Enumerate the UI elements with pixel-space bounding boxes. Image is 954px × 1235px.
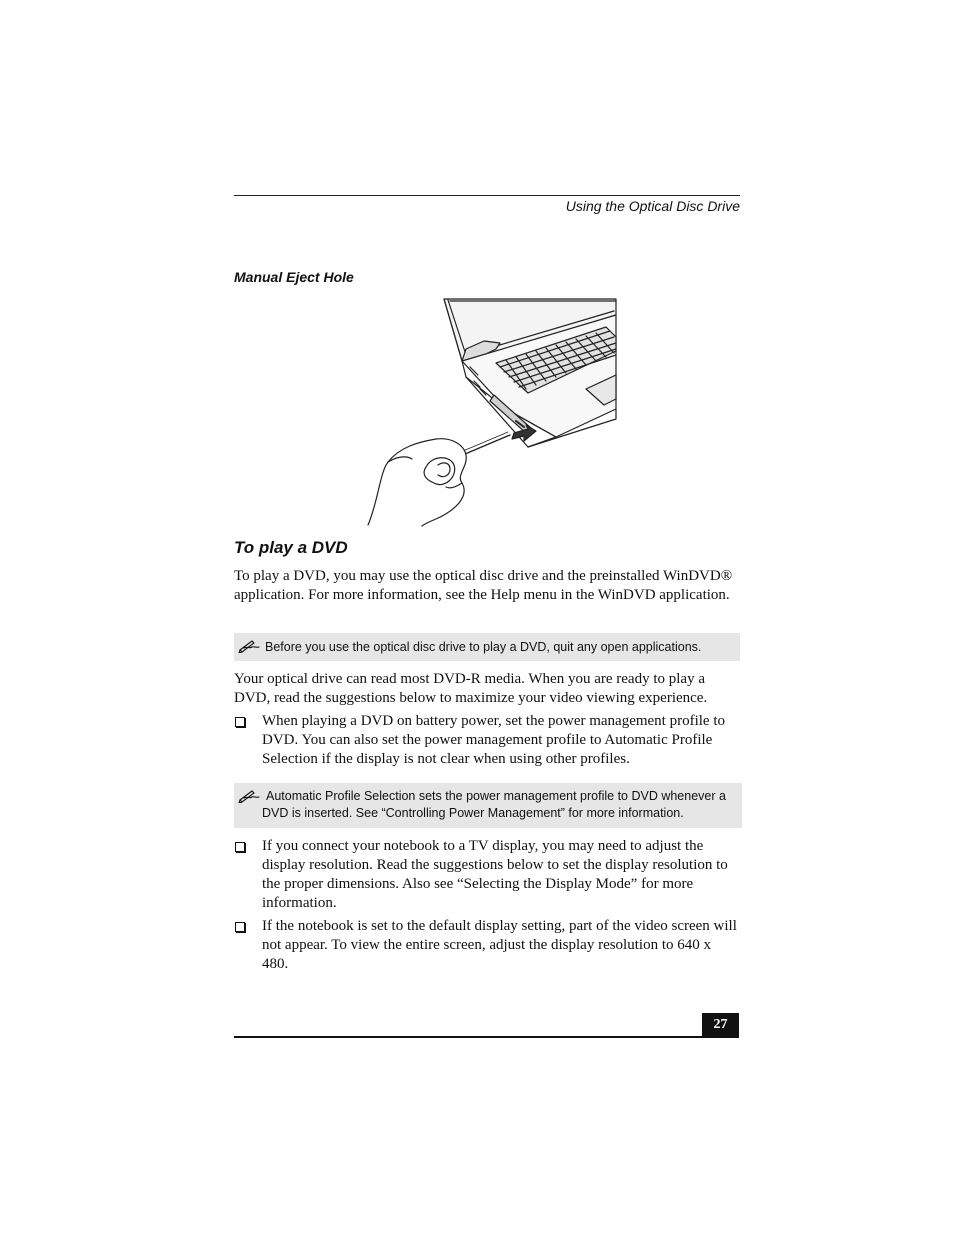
note-pencil-icon	[238, 637, 260, 653]
header-rule	[234, 195, 740, 196]
running-header: Using the Optical Disc Drive	[565, 198, 740, 214]
note-box	[234, 633, 740, 661]
checkbox-bullet-icon	[235, 922, 245, 932]
checkbox-bullet-icon	[235, 717, 245, 727]
note-text: Before you use the optical disc drive to play a DVD, quit any open applications.	[265, 640, 702, 654]
figure-caption: Manual Eject Hole	[234, 269, 354, 285]
page-number: 27	[702, 1013, 739, 1037]
list-item-text: If the notebook is set to the default display setting, part of the video screen will not appear. To view the entire screen, adjust the display resolution to 640 x 480.	[262, 918, 737, 972]
list-item-text: If you connect your notebook to a TV display, you may need to adjust the display resolution. Read the suggestions below to set the display resolution to the proper dimensions. Also see “Selecting the Display Mode” for more information.	[262, 838, 728, 911]
note-box	[234, 783, 742, 828]
note-text: Automatic Profile Selection sets the power management profile to DVD whenever a DVD is inserted. See “Controlling Power Management” for more information.	[262, 789, 726, 820]
laptop-manual-eject-illustration	[366, 297, 618, 527]
section-heading: To play a DVD	[234, 538, 348, 557]
checkbox-bullet-icon	[235, 842, 245, 852]
body-paragraph: Your optical drive can read most DVD-R media. When you are ready to play a DVD, read the suggestions below to maximize your video viewing experience.	[234, 671, 708, 706]
intro-paragraph: To play a DVD, you may use the optical disc drive and the preinstalled WinDVD® application. For more information, see the Help menu in the WinDVD application.	[234, 568, 733, 603]
list-item-text: When playing a DVD on battery power, set the power management profile to DVD. You can also set the power management profile to Automatic Profile Selection if the display is not clear when using other profiles.	[262, 713, 726, 767]
footer-rule	[234, 1036, 739, 1038]
note-pencil-icon	[238, 787, 260, 803]
